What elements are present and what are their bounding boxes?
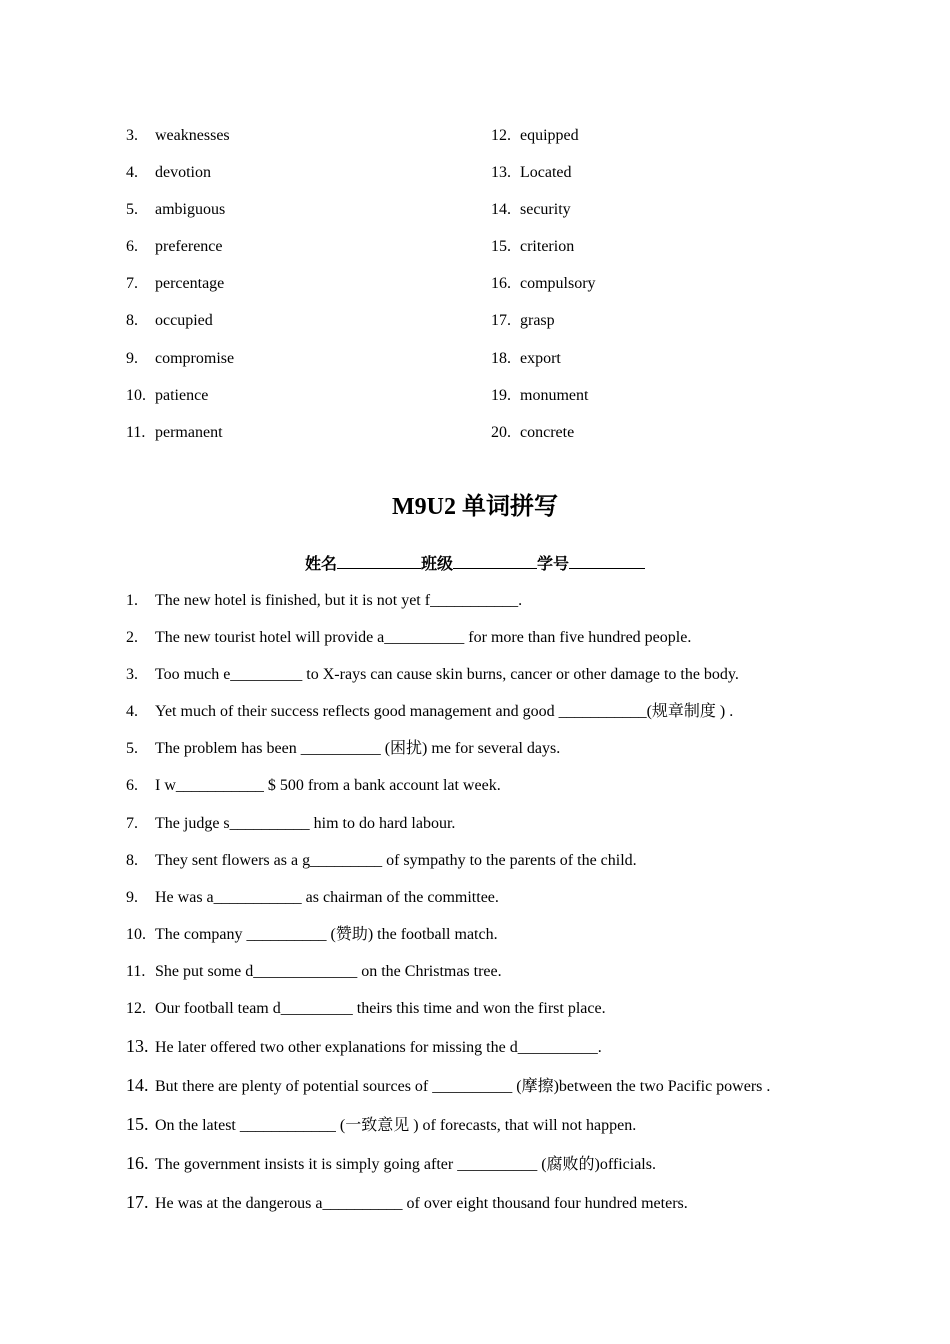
answer-number: 12.	[491, 127, 511, 144]
question-number: 16.	[126, 1153, 149, 1174]
name-blank[interactable]	[337, 551, 421, 569]
question-number: 8.	[126, 851, 138, 869]
question-text: She put some d_____________ on the Christmas tree.	[155, 962, 502, 980]
answer-item	[126, 198, 234, 235]
question-item	[126, 812, 846, 849]
answer-word: criterion	[520, 238, 575, 256]
answer-number: 20.	[491, 423, 511, 441]
answer-word: equipped	[520, 127, 579, 144]
answer-word: patience	[155, 386, 209, 404]
answer-item	[491, 235, 596, 272]
question-text: But there are plenty of potential sources of __________ (摩擦)between the two Pacific powers .	[155, 1078, 771, 1096]
question-item	[126, 1034, 846, 1073]
answer-word: Located	[520, 164, 572, 182]
answer-number: 3.	[126, 127, 138, 144]
answer-item	[491, 272, 596, 309]
answer-item	[126, 272, 234, 309]
question-text: On the latest ____________ (一致意见 ) of forecasts, that will not happen.	[155, 1117, 637, 1135]
question-number: 14.	[126, 1075, 149, 1096]
student-id-label: 学号	[537, 556, 570, 573]
answer-item	[126, 235, 234, 272]
answer-number: 19.	[491, 386, 511, 404]
answer-word: compulsory	[520, 275, 596, 293]
answer-word: weaknesses	[155, 127, 230, 144]
answer-word: percentage	[155, 275, 225, 293]
answer-column-right	[491, 124, 596, 458]
question-number: 15.	[126, 1114, 149, 1135]
answer-item	[126, 124, 234, 161]
question-number: 11.	[126, 962, 146, 980]
question-item	[126, 997, 846, 1034]
question-item	[126, 923, 846, 960]
question-number: 4.	[126, 703, 138, 721]
question-text: I w___________ $ 500 from a bank account lat week.	[155, 777, 501, 795]
answer-item	[491, 309, 596, 346]
name-label: 姓名	[304, 556, 337, 573]
question-text: He later offered two other explanations for missing the d__________.	[155, 1039, 602, 1057]
question-text: The company __________ (赞助) the football match.	[155, 925, 498, 943]
answer-column-left	[126, 124, 234, 458]
question-item	[126, 589, 846, 626]
answer-word: export	[520, 349, 561, 367]
answer-number: 7.	[126, 275, 138, 293]
question-text: The government insists it is simply going after __________ (腐败的)officials.	[155, 1156, 656, 1174]
answer-number: 5.	[126, 201, 138, 219]
answer-number: 13.	[491, 164, 511, 182]
answer-item	[491, 347, 596, 384]
answer-item	[491, 124, 596, 161]
answer-number: 16.	[491, 275, 511, 293]
question-number: 17.	[126, 1192, 149, 1213]
question-text: They sent flowers as a g_________ of sympathy to the parents of the child.	[155, 851, 637, 869]
answer-number: 17.	[491, 312, 511, 330]
answer-word: security	[520, 201, 571, 219]
question-number: 3.	[126, 666, 138, 684]
student-info-bar	[0, 551, 950, 577]
answer-word: occupied	[155, 312, 213, 330]
question-item	[126, 1151, 846, 1190]
answer-word: monument	[520, 386, 589, 404]
answer-number: 10.	[126, 386, 146, 404]
question-text: Yet much of their success reflects good management and good ___________(规章制度 ) .	[155, 703, 734, 721]
answer-number: 18.	[491, 349, 511, 367]
answer-item	[126, 347, 234, 384]
question-item	[126, 960, 846, 997]
question-number: 10.	[126, 925, 146, 943]
question-text: Too much e_________ to X-rays can cause skin burns, cancer or other damage to the body.	[155, 666, 739, 684]
answer-item	[491, 421, 596, 458]
class-blank[interactable]	[453, 551, 537, 569]
answer-number: 14.	[491, 201, 511, 219]
answer-word: grasp	[520, 312, 555, 330]
student-id-blank[interactable]	[569, 551, 645, 569]
question-item	[126, 700, 846, 737]
answer-word: devotion	[155, 164, 211, 182]
question-text: Our football team d_________ theirs this time and won the first place.	[155, 1000, 606, 1018]
answer-word: compromise	[155, 349, 235, 367]
question-number: 5.	[126, 740, 138, 758]
answer-number: 4.	[126, 164, 138, 182]
question-number: 12.	[126, 1000, 146, 1018]
answer-number: 6.	[126, 238, 138, 256]
answer-word: permanent	[155, 423, 223, 441]
question-item	[126, 1190, 846, 1229]
answer-item	[126, 421, 234, 458]
question-number: 9.	[126, 888, 138, 906]
question-item	[126, 663, 846, 700]
question-item	[126, 886, 846, 923]
question-text: He was a___________ as chairman of the committee.	[155, 888, 499, 906]
question-text: He was at the dangerous a__________ of over eight thousand four hundred meters.	[155, 1195, 688, 1213]
question-text: The judge s__________ him to do hard labour.	[155, 814, 456, 832]
question-item	[126, 737, 846, 774]
answer-item	[126, 384, 234, 421]
question-item	[126, 1112, 846, 1151]
answer-word: ambiguous	[155, 201, 226, 219]
answer-item	[491, 198, 596, 235]
question-number: 6.	[126, 777, 138, 795]
answer-item	[491, 161, 596, 198]
page-title: M9U2 单词拼写	[392, 494, 558, 520]
answer-item	[126, 161, 234, 198]
class-label: 班级	[420, 556, 453, 573]
answer-number: 15.	[491, 238, 511, 256]
question-item	[126, 774, 846, 811]
question-item	[126, 1073, 846, 1112]
answer-number: 8.	[126, 312, 138, 330]
answer-item	[491, 384, 596, 421]
question-text: The problem has been __________ (困扰) me for several days.	[155, 740, 561, 758]
question-number: 7.	[126, 814, 138, 832]
answer-word: concrete	[520, 423, 575, 441]
question-number: 13.	[126, 1036, 149, 1057]
question-list	[126, 589, 846, 1229]
question-text: The new hotel is finished, but it is not yet f___________.	[155, 592, 523, 609]
answer-number: 9.	[126, 349, 138, 367]
answer-item	[126, 309, 234, 346]
question-number: 1.	[126, 592, 138, 609]
question-item	[126, 626, 846, 663]
question-text: The new tourist hotel will provide a__________ for more than five hundred people.	[155, 629, 692, 647]
question-item	[126, 849, 846, 886]
answer-word: preference	[155, 238, 223, 256]
question-number: 2.	[126, 629, 138, 647]
answer-number: 11.	[126, 423, 146, 441]
